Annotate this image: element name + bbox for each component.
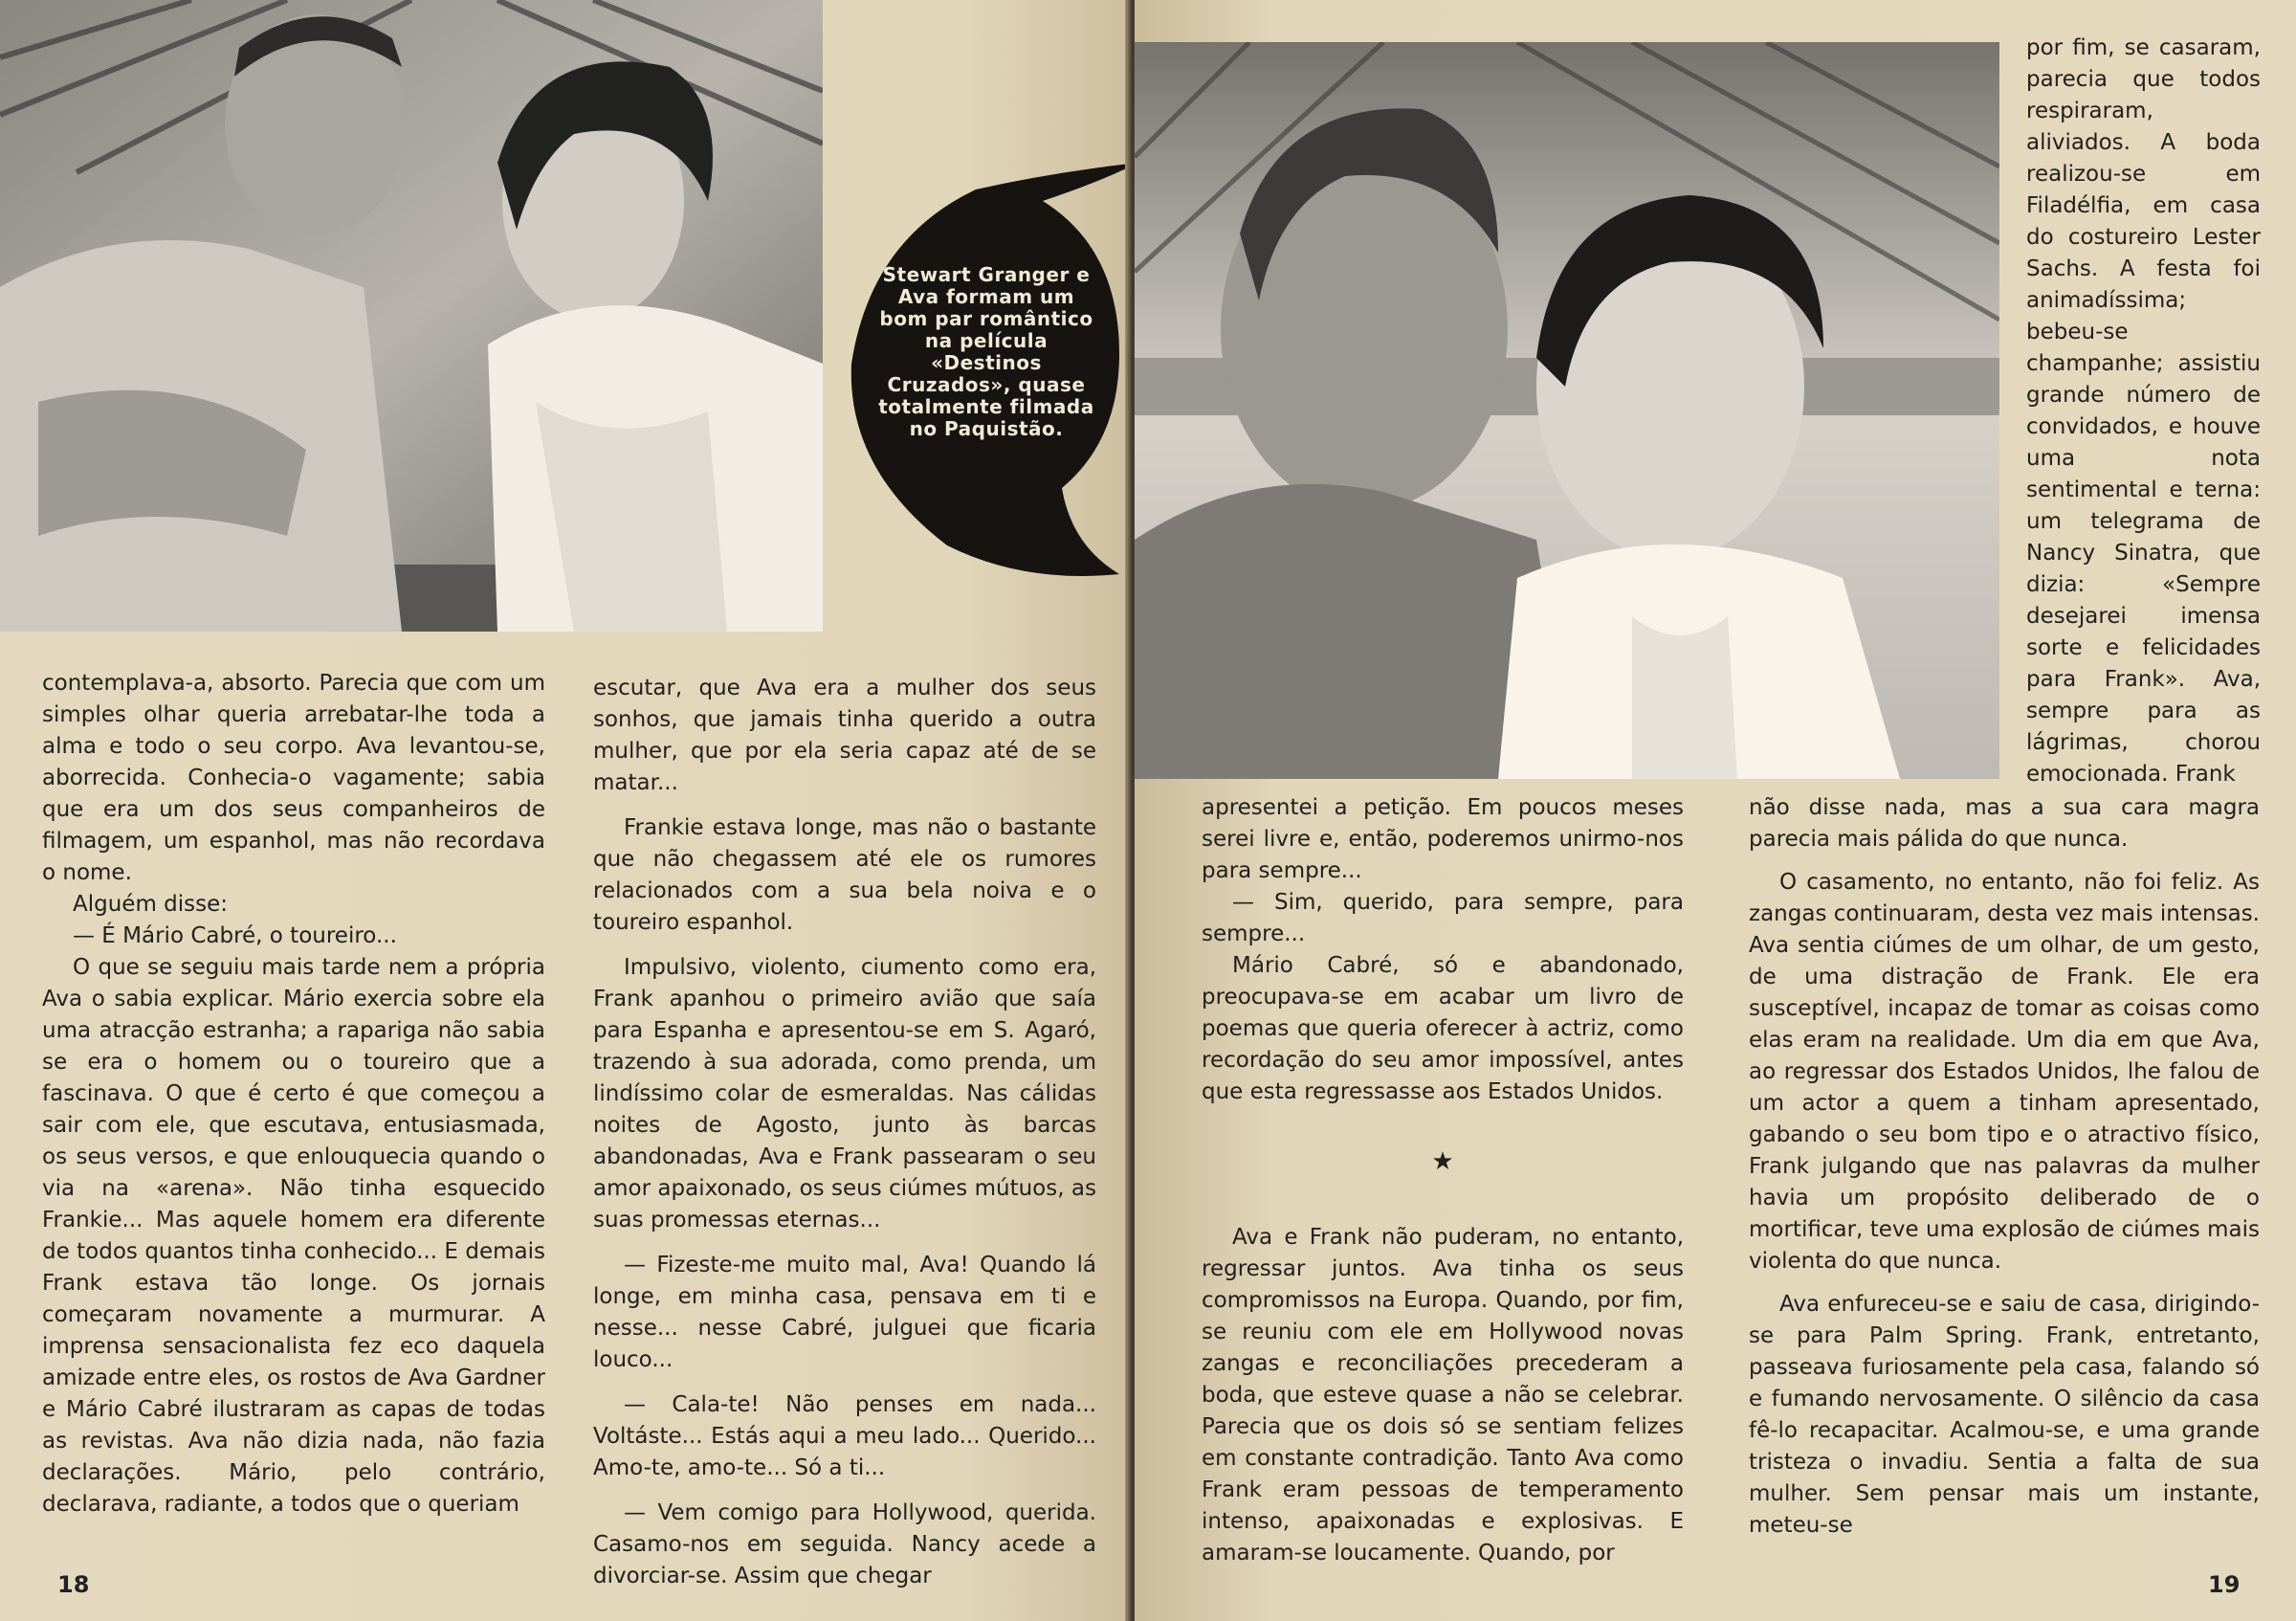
left-page xyxy=(0,0,1131,1621)
paragraph: Ava enfureceu-se e saiu de casa, dirigindo-se para Palm Spring. Frank, entretanto, passeava furiosamente pela casa, falando só e fumando nervosamente. O silêncio da casa fê-lo recapacitar. Acalmou-se, e uma grande tristeza o invadiu. Sentia a falta de sua mulher. Sem pensar mais um instante, meteu-se xyxy=(1749,1292,2260,1538)
right-column-1 xyxy=(1202,792,1684,1569)
paragraph: não disse nada, mas a sua cara magra parecia mais pálida do que nunca. xyxy=(1749,795,2260,852)
paragraph: — Fizeste-me muito mal, Ava! Quando lá longe, em minha casa, pensava em ti e nesse... nesse Cabré, julguei que ficaria louco... xyxy=(593,1253,1096,1372)
right-column-2 xyxy=(1749,792,2260,1542)
paragraph: O que se seguiu mais tarde nem a própria Ava o sabia explicar. Mário exercia sobre ela uma atracção estranha; a rapariga não sabia se era o homem ou o toureiro que a fascinava. O que é certo é que começou a sair com ele, que escutava, entusiasmada, os seus versos, e que enlouquecia quando o via na «arena». Não tinha esquecido Frankie... Mas aquele homem era diferente de todos quantos tinha conhecido... E demais Frank estava tão longe. Os jornais começaram novamente a murmurar. A imprensa sensacionalista fez eco daquela amizade entre eles, os rostos de Ava Gardner e Mário Cabré ilustraram as capas de todas as revistas. Ava não dizia nada, não fazia declarações. Mário, pelo contrário, declarava, radiante, a todos que o queriam xyxy=(42,955,545,1517)
left-column-2 xyxy=(593,673,1096,1592)
paragraph: — Sim, querido, para sempre, para sempre... xyxy=(1202,890,1684,946)
page-number-left: 18 xyxy=(57,1571,90,1598)
page-number-right: 19 xyxy=(2208,1571,2241,1598)
paragraph: — É Mário Cabré, o toureiro... xyxy=(73,923,397,948)
paragraph: — Cala-te! Não penses em nada... Voltáste... Estás aqui a meu lado... Querido... Amo-te, amo-te... Só a ti... xyxy=(593,1392,1096,1480)
paragraph: Alguém disse: xyxy=(73,892,229,917)
paragraph: por fim, se casaram, parecia que todos respiraram, aliviados. A boda realizou-se em Filadélfia, em casa do costureiro Lester Sachs. A festa foi animadíssima; bebeu-se champanhe; assistiu grande número de convidados, e houve uma nota sentimental e terna: um telegrama de Nancy Sinatra, que dizia: «Sempre desejarei imensa sorte e felicidades para Frank». Ava, sempre para as lágrimas, chorou emocionada. Frank xyxy=(2026,35,2261,787)
paragraph: Frankie estava longe, mas não o bastante que não chegassem até ele os rumores relacionados com a sua bela noiva e o toureiro espanhol. xyxy=(593,815,1096,935)
paragraph: — Vem comigo para Hollywood, querida. Casamo-nos em seguida. Nancy acede a divorciar-se. Assim que chegar xyxy=(593,1500,1096,1588)
photo-caption: Stewart Granger e Ava formam um bom par romântico na película «Destinos Cruzados», quase totalmente filmada no Paquistão. xyxy=(878,263,1094,440)
paragraph: contemplava-a, absorto. Parecia que com um simples olhar queria arrebatar-lhe toda a alma e todo o seu corpo. Ava levantou-se, aborrecida. Conhecia-o vagamente; sabia que era um dos seus companheiros de filmagem, um espanhol, mas não recordava o nome. xyxy=(42,671,545,885)
paragraph: Mário Cabré, só e abandonado, preocupava-se em acabar um livro de poemas que queria oferecer à actriz, como recordação do seu amor impossível, antes que esta regressasse aos Estados Unidos. xyxy=(1202,953,1684,1104)
paragraph: Impulsivo, violento, ciumento como era, Frank apanhou o primeiro avião que saía para Espanha e apresentou-se em S. Agaró, trazendo à sua adorada, como prenda, um lindíssimo colar de esmeraldas. Nas cálidas noites de Agosto, junto às barcas abandonadas, Ava e Frank passearam o seu amor apaixonado, os seus ciúmes mútuos, as suas promessas eternas... xyxy=(593,955,1096,1232)
section-separator-star: ★ xyxy=(1431,1147,1454,1176)
paragraph: apresentei a petição. Em poucos meses serei livre e, então, poderemos unirmo-nos para sempre... xyxy=(1202,795,1684,883)
paragraph: escutar, que Ava era a mulher dos seus sonhos, que jamais tinha querido a outra mulher, que por ela seria capaz até de se matar... xyxy=(593,676,1096,795)
paragraph: O casamento, no entanto, não foi feliz. As zangas continuaram, desta vez mais intensas. Ava sentia ciúmes de um olhar, de um gesto, de uma distração de Frank. Ele era susceptível, incapaz de tomar as coisas como elas eram na realidade. Um dia em que Ava, ao regressar dos Estados Unidos, lhe falou de um actor a quem a tinham apresentado, gabando o seu bom tipo e o atractivo físico, Frank julgando que nas palavras da mulher havia um propósito deliberado de o mortificar, teve uma explosão de ciúmes mais violenta do que nunca. xyxy=(1749,870,2260,1274)
left-column-1 xyxy=(42,668,545,1521)
right-column-top xyxy=(2026,33,2261,790)
paragraph: Ava e Frank não puderam, no entanto, regressar juntos. Ava tinha os seus compromissos na Europa. Quando, por fim, se reuniu com ele em Hollywood novas zangas e reconciliações precederam a boda, que esteve quase a não se celebrar. Parecia que os dois só se sentiam felizes em constante contradição. Tanto Ava como Frank eram pessoas de temperamento intenso, apaixonadas e explosivas. E amaram-se loucamente. Quando, por xyxy=(1202,1225,1684,1565)
right-page xyxy=(1135,0,2296,1621)
photo-granger-gardner-closeup xyxy=(1135,42,1999,779)
photo-granger-gardner-studio xyxy=(0,0,823,632)
